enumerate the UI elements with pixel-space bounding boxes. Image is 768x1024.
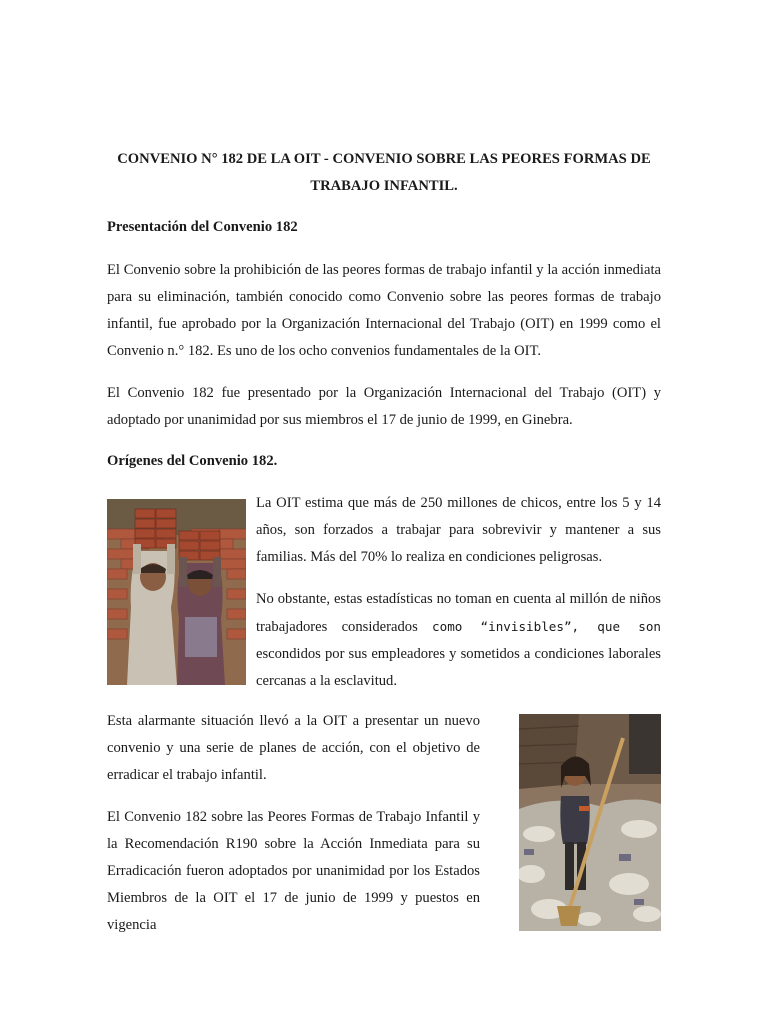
paragraph-6 <box>107 804 480 939</box>
paragraph-4-monospace-fragment: como “invisibles”, que son <box>432 619 661 634</box>
paragraph-5-text: Esta alarmante situación llevó a la OIT a presentar un nuevo convenio y una serie de planes de acción, con el objetivo de erradicar el trabajo infantil. <box>107 713 480 783</box>
paragraph-3-text: La OIT estima que más de 250 millones de chicos, entre los 5 y 14 años, son forzados a trabajar para sobrevivir y mantener a sus familias. Más del 70% lo realiza en condiciones peligrosas. <box>256 495 661 565</box>
paragraph-4-text <box>256 586 661 695</box>
section-heading-presentacion: Presentación del Convenio 182 <box>107 219 298 235</box>
paragraph-5 <box>107 708 480 789</box>
title-line-1: CONVENIO N° 182 DE LA OIT - CONVENIO SOBRE LAS PEORES FORMAS DE <box>117 151 651 167</box>
section-heading-origenes: Orígenes del Convenio 182. <box>107 453 278 469</box>
paragraph-2 <box>107 380 661 434</box>
paragraph-2-text: El Convenio 182 fue presentado por la Organización Internacional del Trabajo (OIT) y adoptado por unanimidad por sus miembros el 17 de junio de 1999, en Ginebra. <box>107 385 661 428</box>
title-line-2: TRABAJO INFANTIL. <box>310 178 458 194</box>
paragraph-3 <box>256 490 661 571</box>
paragraph-4-part-1: No obstante, estas estadísticas no toman en cuenta al millón de niños trabajadores considerados <box>256 591 661 635</box>
paragraph-6-text: El Convenio 182 sobre las Peores Formas de Trabajo Infantil y la Recomendación R190 sobre la Acción Inmediata para su Erradicación fueron adoptados por unanimidad por los Estados Miembros de la OIT el 17 de junio de 1999 y puestos en vigencia <box>107 809 480 933</box>
document-title <box>104 146 664 200</box>
photo-child-with-broom-landfill <box>519 714 661 931</box>
paragraph-1 <box>107 257 661 365</box>
photo-children-carrying-bricks <box>107 499 246 685</box>
paragraph-1-text: El Convenio sobre la prohibición de las peores formas de trabajo infantil y la acción inmediata para su eliminación, también conocido como Convenio sobre las peores formas de trabajo infantil, fue aprobado por la Organización Internacional del Trabajo (OIT) en 1999 como el Convenio n.° 182. Es uno de los ocho convenios fundamentales de la OIT. <box>107 262 661 359</box>
paragraph-4 <box>256 586 661 695</box>
paragraph-4-part-2: escondidos por sus empleadores y sometidos a condiciones laborales cercanas a la esclavitud. <box>256 646 661 689</box>
